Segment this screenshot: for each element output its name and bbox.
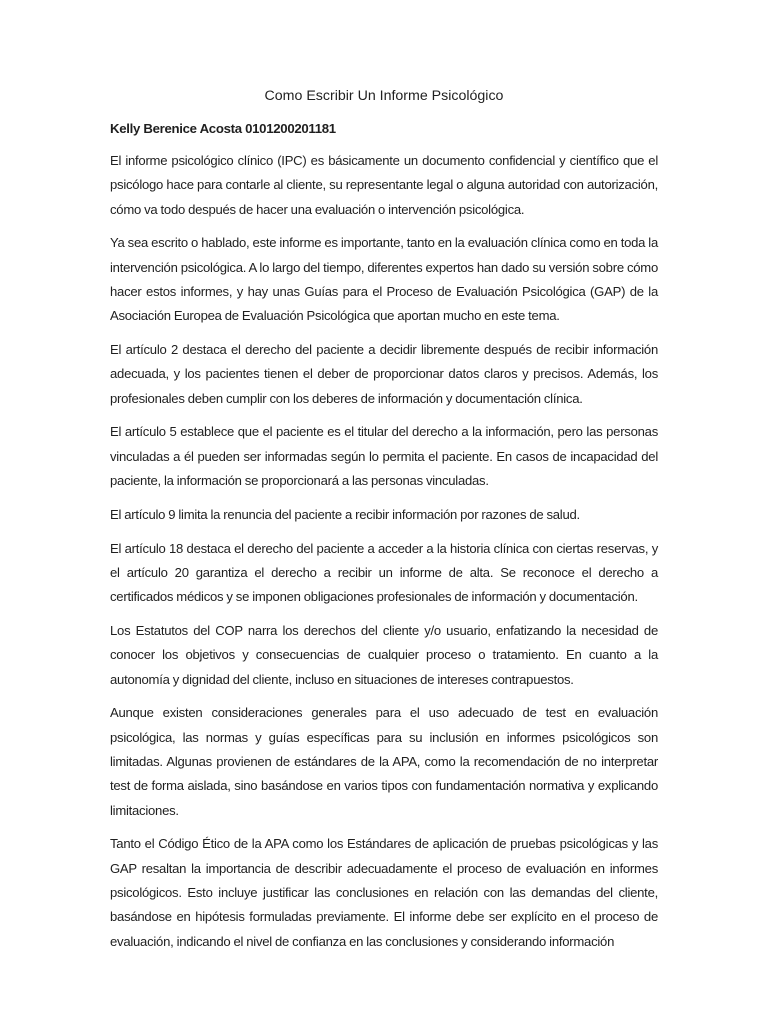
paragraph-1: El informe psicológico clínico (IPC) es básicamente un documento confidencial y científico que el psicólogo hace para contarle al cliente, su representante legal o alguna autoridad con autorización, cómo va todo después de hacer una evaluación o intervención psicológica. (110, 153, 658, 217)
paragraph-7: Los Estatutos del COP narra los derechos del cliente y/o usuario, enfatizando la necesidad de conocer los objetivos y consecuencias de cualquier proceso o tratamiento. En cuanto a la autonomía y dignidad del cliente, incluso en situaciones de intereses contrapuestos. (110, 623, 658, 687)
paragraph-8: Aunque existen consideraciones generales para el uso adecuado de test en evaluación psicológica, las normas y guías específicas para su inclusión en informes psicológicos son limitadas. Algunas provienen de estándares de la APA, como la recomendación de no interpretar test de forma aislada, sino basándose en varios tipos con fundamentación normativa y explicando limitaciones. (110, 705, 658, 818)
paragraph-4: El artículo 5 establece que el paciente es el titular del derecho a la información, pero las personas vinculadas a él pueden ser informadas según lo permita el paciente. En casos de incapacidad del paciente, la información se proporcionará a las personas vinculadas. (110, 424, 658, 489)
paragraph-3: El artículo 2 destaca el derecho del paciente a decidir libremente después de recibir información adecuada, y los pacientes tienen el deber de proporcionar datos claros y precisos. Además, los profesionales deben cumplir con los deberes de información y documentación clínica. (110, 342, 658, 406)
paragraph-6: El artículo 18 destaca el derecho del paciente a acceder a la historia clínica con ciertas reservas, y el artículo 20 garantiza el derecho a recibir un informe de alta. Se reconoce el derecho a certificados médicos y se imponen obligaciones profesionales de información y documentación. (110, 540, 658, 605)
document-page (110, 84, 658, 963)
paragraph-9: Tanto el Código Ético de la APA como los Estándares de aplicación de pruebas psicológicas y las GAP resaltan la importancia de describir adecuadamente el proceso de evaluación en informes psicológicos. Esto incluye justificar las conclusiones en relación con las demandas del cliente, basándose en hipótesis formuladas previamente. El informe debe ser explícito en el proceso de evaluación, indicando el nivel de confianza en las conclusiones y considerando información (110, 836, 658, 949)
paragraph-2: Ya sea escrito o hablado, este informe es importante, tanto en la evaluación clínica como en toda la intervención psicológica. A lo largo del tiempo, diferentes expertos han dado su versión sobre cómo hacer estos informes, y hay unas Guías para el Proceso de Evaluación Psicológica (GAP) de la Asociación Europea de Evaluación Psicológica que aportan mucho en este tema. (110, 235, 658, 324)
document-author: Kelly Berenice Acosta 0101200201181 (110, 121, 336, 136)
paragraph-5: El artículo 9 limita la renuncia del paciente a recibir información por razones de salud. (110, 506, 580, 522)
document-title: Como Escribir Un Informe Psicológico (264, 88, 504, 104)
